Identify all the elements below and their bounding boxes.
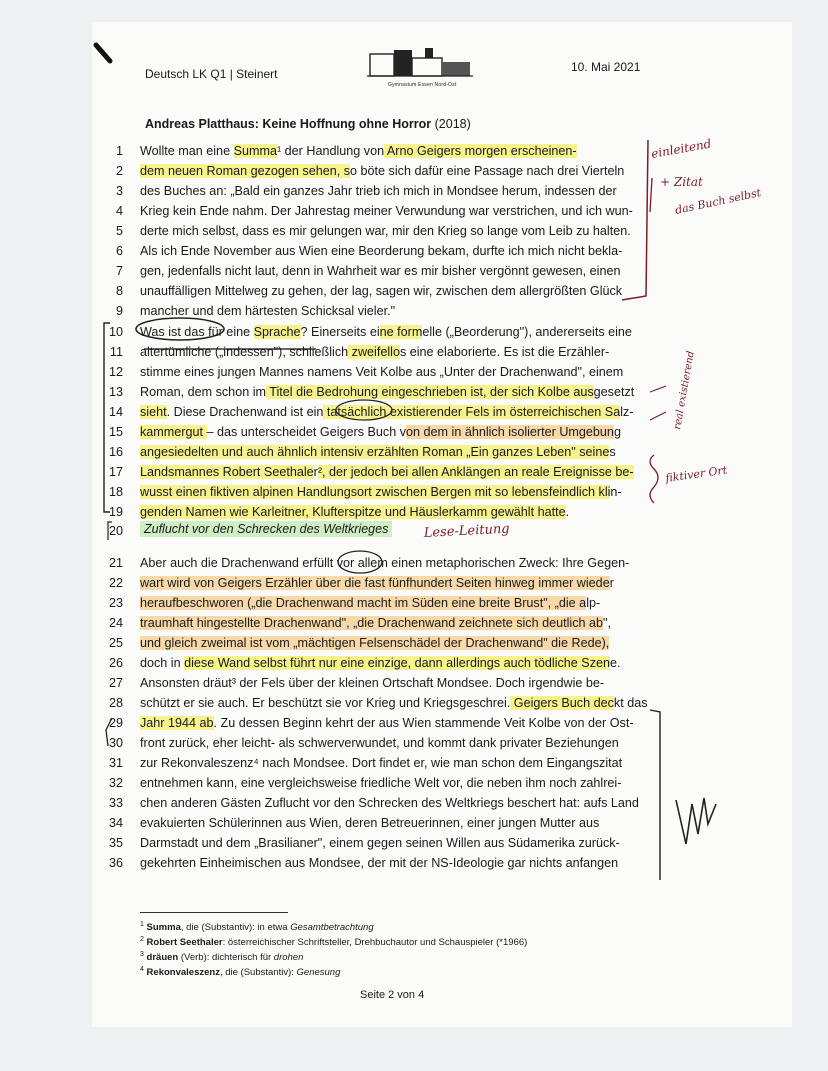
text-line: Roman, dem schon im Titel die Bedrohung eingeschrieben ist, der sich Kolbe ausgesetzt [140, 385, 635, 399]
note-lese-leitung: Lese-Leitung [423, 521, 510, 541]
course-label: Deutsch LK Q1 | Steinert [145, 67, 278, 81]
line-number: 12 [108, 365, 123, 379]
line-number: 32 [108, 776, 123, 790]
text-line: kammergut – das unterscheidet Geigers Buch von dem in ähnlich isolierter Umgebung [140, 425, 621, 439]
text-line: wusst einen fiktiven alpinen Handlungsort zwischen Bergen mit so lebensfeindlich klin- [140, 485, 622, 499]
line-number: 35 [108, 836, 123, 850]
line-number: 25 [108, 636, 123, 650]
text-line: genden Namen wie Karleitner, Klufterspitze und Häuslerkamm gewählt hatte. [140, 505, 570, 519]
footnote-4: $^4$ Rekonvaleszenz, die (Substantiv): Genesung [140, 965, 341, 978]
margin-scribble-b: fiktiver Ort [664, 463, 728, 485]
text-line: Was ist das für eine Sprache? Einerseits eine formelle („Beorderung"), andererseits eine [140, 325, 632, 339]
text-line: traumhaft hingestellte Drachenwand", „die Drachenwand zeichnete sich deutlich ab", [140, 616, 611, 630]
line-number: 27 [108, 676, 123, 690]
text-line: heraufbeschworen („die Drachenwand macht im Süden eine breite Brust", „die alp- [140, 596, 601, 610]
footnote-1: $^1$ Summa, die (Substantiv): in etwa Gesamtbetrachtung [140, 920, 374, 933]
line-number: 1 [115, 144, 123, 158]
text-line: stimme eines jungen Mannes namens Veit Kolbe aus „Unter der Drachenwand", einem [140, 365, 624, 379]
line-number: 6 [115, 244, 123, 258]
text-line: Krieg kein Ende nahm. Der Jahrestag meiner Verwundung war verstrichen, und ich wun- [140, 204, 633, 218]
line-number: 28 [108, 696, 123, 710]
text-line: doch in diese Wand selbst führt nur eine einzige, dann allerdings auch tödliche Szene. [140, 656, 621, 670]
text-line: entnehmen kann, eine vergleichsweise friedliche Welt vor, die neben ihm noch zahlrei- [140, 776, 622, 790]
text-line: altertümliche („indessen"), schließlich zweifellos eine elaborierte. Es ist die Erzähler- [140, 345, 610, 359]
line-number: 16 [108, 445, 123, 459]
line-number: 19 [108, 505, 123, 519]
line-number: 31 [108, 756, 123, 770]
text-line: Als ich Ende November aus Wien eine Beorderung bekam, durfte ich mich nicht bekla- [140, 244, 623, 258]
page-number: Seite 2 von 4 [360, 989, 425, 1001]
text-line: wart wird von Geigers Erzähler über die fast fünfhundert Seiten hinweg immer wieder [140, 576, 614, 590]
line-number: 22 [108, 576, 123, 590]
line-number: 21 [108, 556, 123, 570]
text-line: gen, jedenfalls nicht laut, denn in Wahrheit war es mir bisher vergönnt gewesen, einen [140, 264, 621, 278]
line-number: 23 [108, 596, 123, 610]
line-number: 18 [108, 485, 123, 499]
title-year: (2018) [434, 117, 471, 131]
section-subheading: Zuflucht vor den Schrecken des Weltkrieges [140, 521, 392, 537]
article-title [145, 117, 471, 131]
line-number: 26 [108, 656, 123, 670]
text-line: dem neuen Roman gezogen sehen, so böte sich dafür eine Passage nach drei Vierteln [140, 164, 625, 178]
line-number: 33 [108, 796, 123, 810]
text-line: zur Rekonvaleszenz⁴ nach Mondsee. Dort findet er, wie man schon dem Eingangszitat [140, 756, 623, 770]
text-line: gekehrten Einheimischen aus Mondsee, der mit der NS-Ideologie gar nichts anfangen [140, 856, 619, 870]
text-line: Darmstadt und dem „Brasilianer", einem gegen seinen Willen aus Südamerika zurück- [140, 836, 620, 850]
line-number: 14 [108, 405, 123, 419]
text-line: derte mich selbst, dass es mir gelungen war, mir den Krieg so lange vom Leib zu halten. [140, 224, 631, 238]
note-das-buch: das Buch selbst [673, 186, 763, 217]
text-line: Jahr 1944 ab. Zu dessen Beginn kehrt der aus Wien stammende Veit Kolbe von der Ost- [140, 716, 634, 730]
title-main: Andreas Platthaus: Keine Hoffnung ohne Horror [145, 117, 432, 131]
line-number: 24 [108, 616, 123, 630]
text-line: sieht. Diese Drachenwand ist ein tatsächlich existierender Fels im österreichischen Salz- [140, 405, 634, 419]
line-number: 17 [108, 465, 123, 479]
note-zitat: + Zitat [660, 175, 703, 189]
footnote-2: $^2$ Robert Seethaler: österreichischer Schriftsteller, Drehbuchautor und Schauspieler (*1966) [140, 935, 528, 948]
line-number: 36 [108, 856, 123, 870]
line-number: 15 [108, 425, 123, 439]
date-label: 10. Mai 2021 [571, 60, 641, 74]
line-number: 4 [115, 204, 123, 218]
school-name: Gymnasium Essen Nord-Ost [388, 82, 457, 88]
line-number: 9 [115, 304, 123, 318]
text-line: Wollte man eine Summa¹ der Handlung von Arno Geigers morgen erscheinen- [140, 144, 577, 158]
line-number: 5 [115, 224, 123, 238]
text-line: unauffälligen Mittelweg zu gehen, der lag, sagen wir, zwischen dem allergrößten Glück [140, 284, 623, 298]
text-line: Aber auch die Drachenwand erfüllt vor allem einen metaphorischen Zweck: Ihre Gegen- [140, 556, 630, 570]
line-number: 13 [108, 385, 123, 399]
margin-scribble-a: real existierend [672, 350, 697, 431]
line-number: 11 [109, 345, 123, 359]
footnote-3: $^3$ dräuen (Verb): dichterisch für drohen [140, 950, 304, 963]
line-number: 20 [108, 524, 123, 538]
note-einleitend: einleitend [650, 136, 713, 161]
line-number: 30 [108, 736, 123, 750]
line-number: 10 [108, 325, 123, 339]
text-line: Ansonsten dräut³ der Fels über der kleinen Ortschaft Mondsee. Doch irgendwie be- [140, 676, 605, 690]
text-line: chen anderen Gästen Zuflucht vor den Schrecken des Weltkriegs beschert hat: aufs Land [140, 796, 639, 810]
text-line: und gleich zweimal ist vom „mächtigen Felsenschädel der Drachenwand" die Rede), [140, 636, 610, 650]
text-line: evakuierten Schülerinnen aus Wien, deren Betreuerinnen, einer jungen Mutter aus [140, 816, 600, 830]
line-number: 8 [115, 284, 123, 298]
line-number: 3 [115, 184, 123, 198]
text-line: mancher und dem härtesten Schicksal vieler." [140, 304, 396, 318]
text-line: front zurück, eher leicht- als schwerverwundet, und kommt dank privater Beziehungen [140, 736, 619, 750]
text-line: angesiedelten und auch ähnlich intensiv erzählten Roman „Ein ganzes Leben" seines [140, 445, 616, 459]
footnote-divider [140, 912, 288, 913]
line-number: 29 [108, 716, 123, 730]
line-number: 7 [115, 264, 123, 278]
line-number: 2 [115, 164, 123, 178]
text-line: schützt er sie auch. Er beschützt sie vor Krieg und Kriegsgeschrei. Geigers Buch deckt das [140, 696, 648, 710]
text-line: Landsmannes Robert Seethaler², der jedoch bei allen Anklängen an reale Ereignisse be- [140, 465, 634, 479]
line-number: 34 [108, 816, 123, 830]
text-line: des Buches an: „Bald ein ganzes Jahr trieb ich mich in Mondsee herum, indessen der [140, 184, 617, 198]
